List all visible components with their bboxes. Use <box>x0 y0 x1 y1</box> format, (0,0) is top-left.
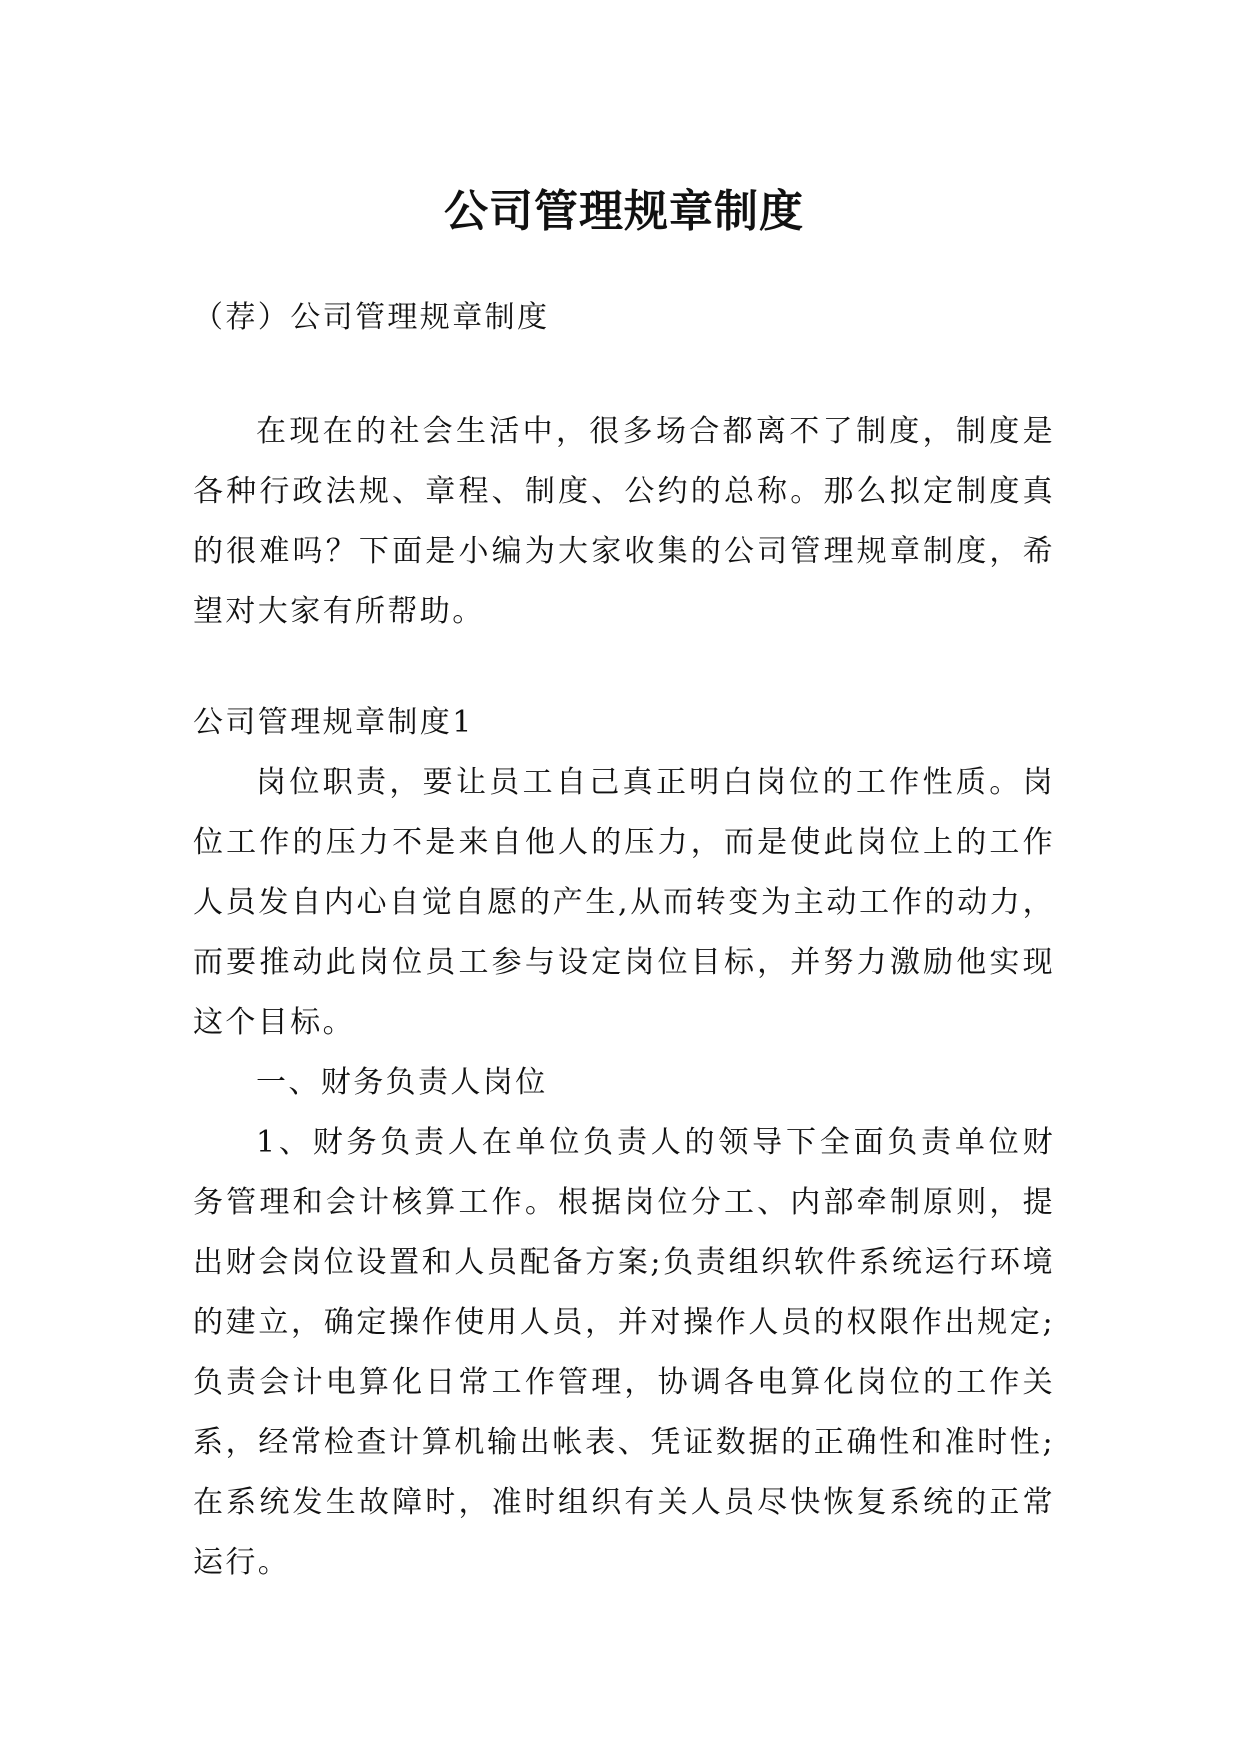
document-subtitle: （荐）公司管理规章制度 <box>193 300 550 335</box>
section-1 <box>193 693 1055 1593</box>
section-1-heading: 公司管理规章制度1 <box>193 705 474 740</box>
document-title: 公司管理规章制度 <box>444 186 804 238</box>
intro-paragraph: 在现在的社会生活中，很多场合都离不了制度，制度是各种行政法规、章程、制度、公约的总称。那么拟定制度真的很难吗？下面是小编为大家收集的公司管理规章制度，希望对大家有所帮助。 <box>193 414 1055 629</box>
section-1-paragraph-1: 岗位职责，要让员工自己真正明白岗位的工作性质。岗位工作的压力不是来自他人的压力，而是使此岗位上的工作人员发自内心自觉自愿的产生,从而转变为主动工作的动力，而要推动此岗位员工参与设定岗位目标，并努力激励他实现这个目标。 <box>193 765 1055 1040</box>
section-1-subheading: 一、财务负责人岗位 <box>256 1065 548 1100</box>
section-1-paragraph-2: 1、财务负责人在单位负责人的领导下全面负责单位财务管理和会计核算工作。根据岗位分工、内部牵制原则，提出财会岗位设置和人员配备方案;负责组织软件系统运行环境的建立，确定操作使用人员，并对操作人员的权限作出规定;负责会计电算化日常工作管理，协调各电算化岗位的工作关系，经常检查计算机输出帐表、凭证数据的正确性和准时性;在系统发生故障时，准时组织有关人员尽快恢复系统的正常运行。 <box>193 1125 1055 1580</box>
